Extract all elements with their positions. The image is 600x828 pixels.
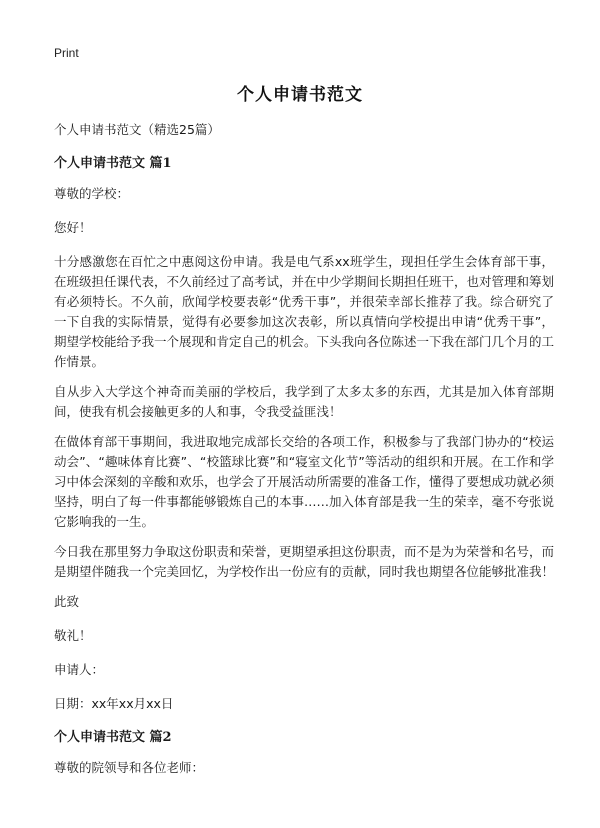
page-title: 个人申请书范文 xyxy=(237,85,363,105)
document-body xyxy=(54,120,554,792)
applicant-line: 申请人： xyxy=(54,662,105,677)
salutation-2: 尊敬的院领导和各位老师： xyxy=(54,760,205,775)
body-paragraph-1: 十分感激您在百忙之中惠阅这份申请。我是电气系xx班学生，现担任学生会体育部干事，在班级担任课代表，不久前经过了高考试，并在中少学期间长期担任班干，也对管理和筹划有必须特长。不久前，欣闻学校要表彰“优秀干事”，并很荣幸部长推荐了我。综合研究了一下自我的实际情景，觉得有必要参加这次表彰，所以真情向学校提出申请“优秀干事”，期望学校能给予我一个展现和肯定自己的机会。下头我向各位陈述一下我在部门几个月的工作情景。 xyxy=(54,254,555,369)
body-paragraph-3: 在做体育部干事期间，我进取地完成部长交给的各项工作，积极参与了我部门协办的“校运动会”、“趣味体育比赛”、“校篮球比赛”和“寝室文化节”等活动的组织和开展。在工作和学习中体会深刻的辛酸和欢乐，也学会了开展活动所需要的准备工作，懂得了要想成功就必须坚持，明白了每一件事都能够锻炼自己的本事……加入体育部是我一生的荣幸，毫不夸张说它影响我的一生。 xyxy=(54,434,555,529)
body-paragraph-4: 今日我在那里努力争取这份职责和荣誉，更期望承担这份职责，而不是为为荣誉和名号，而是期望伴随我一个完美回忆，为学校作出一份应有的贡献，同时我也期望各位能够批准我！ xyxy=(54,544,555,579)
section-heading-1: 个人申请书范文 篇1 xyxy=(54,156,172,171)
closing-line-2: 敬礼！ xyxy=(54,628,92,643)
date-line: 日期：xx年xx月xx日 xyxy=(54,696,174,711)
body-paragraph-2: 自从步入大学这个神奇而美丽的学校后，我学到了太多太多的东西，尤其是加入体育部期间，使我有机会接触更多的人和事，令我受益匪浅！ xyxy=(54,384,554,419)
salutation: 尊敬的学校： xyxy=(54,186,130,201)
closing-line-1: 此致 xyxy=(54,594,80,609)
section-heading-2: 个人申请书范文 篇2 xyxy=(54,730,172,745)
print-link[interactable]: Print xyxy=(54,46,79,60)
greeting: 您好！ xyxy=(54,220,92,235)
document-subtitle: 个人申请书范文（精选25篇） xyxy=(54,122,220,137)
